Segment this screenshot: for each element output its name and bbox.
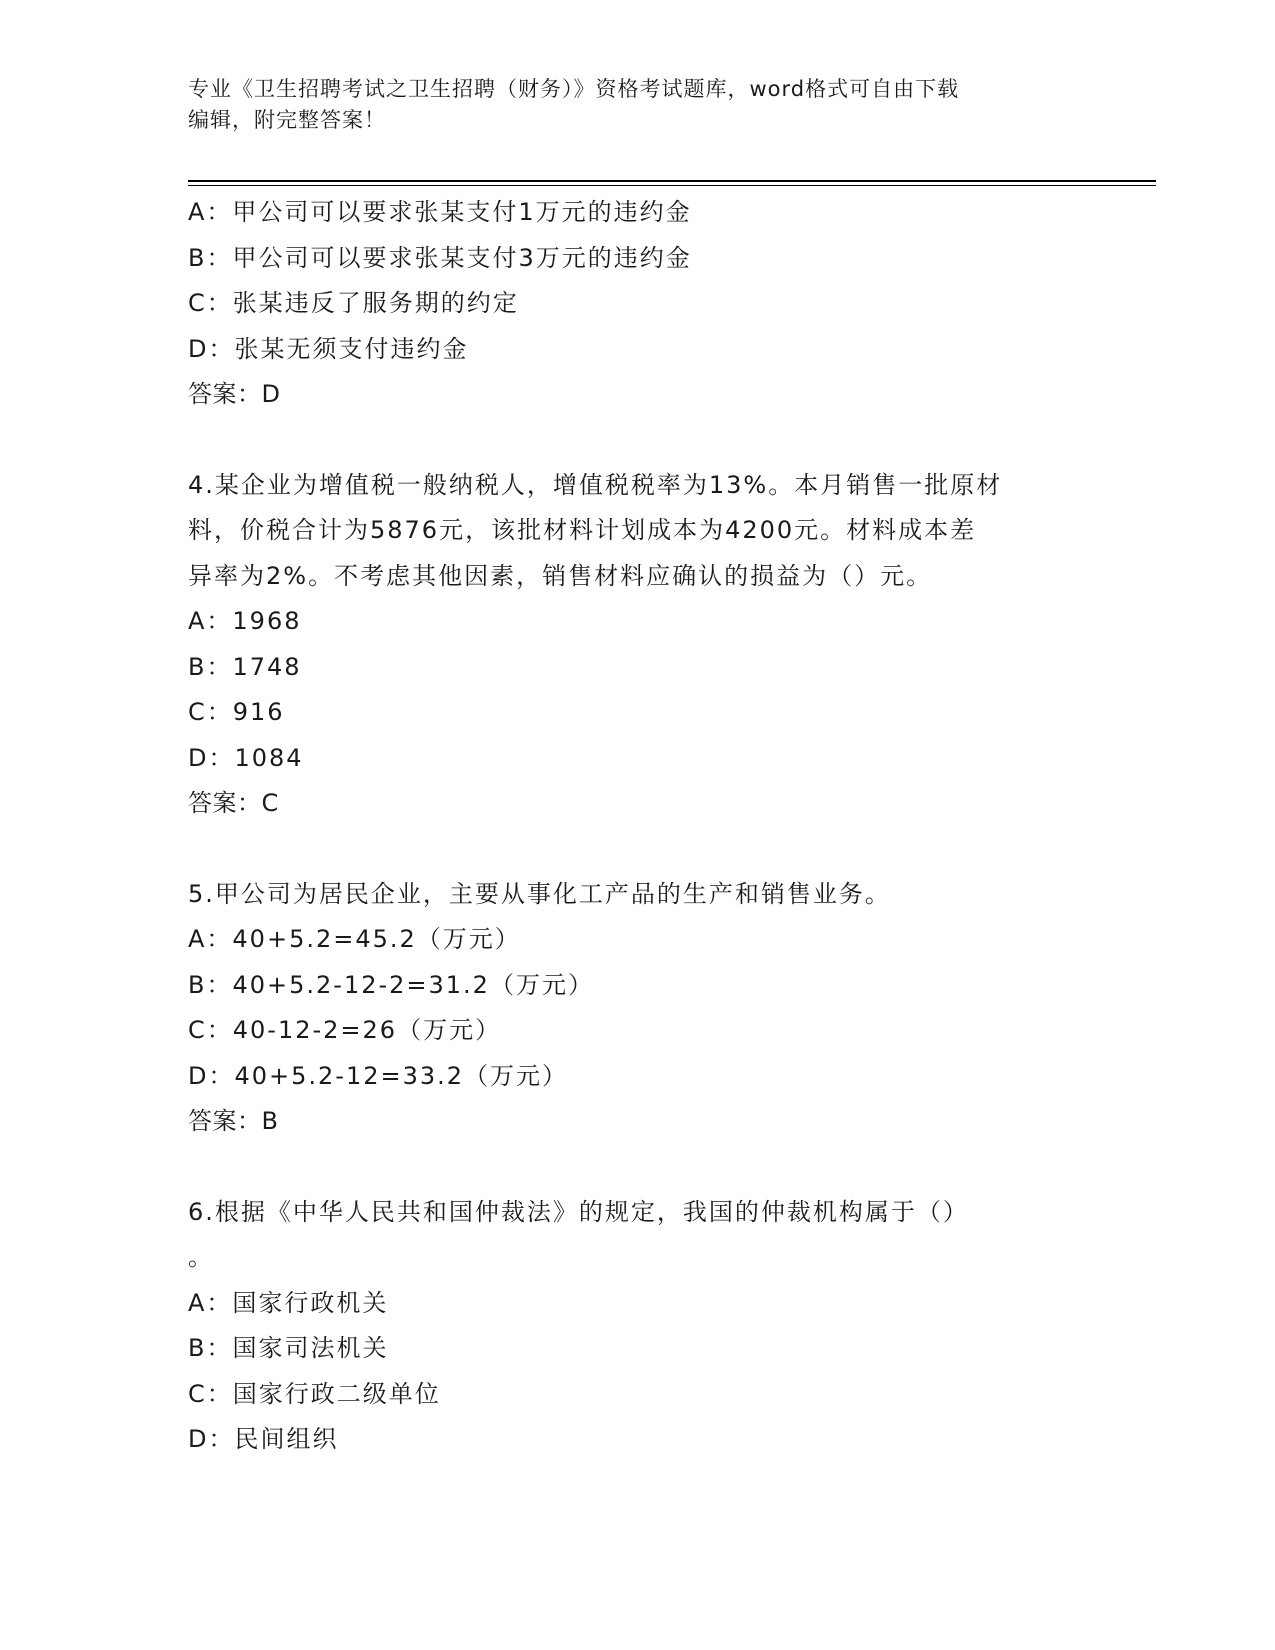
option-b: B：甲公司可以要求张某支付3万元的违约金 [188,243,692,272]
option-d: D：张某无须支付违约金 [188,334,469,363]
option-c: C：国家行政二级单位 [188,1379,441,1408]
option-d: D：1084 [188,743,304,772]
header-divider-thick [188,180,1156,182]
option-b: B：40+5.2-12-2=31.2（万元） [188,970,594,999]
option-d: D：民间组织 [188,1425,339,1453]
question-list [188,190,1148,1463]
header-line-1: 专业《卫生招聘考试之卫生招聘（财务）》资格考试题库，word格式可自由下载 [188,77,960,101]
question-5 [188,872,1148,1145]
question-6 [188,1190,1148,1463]
header-line-2: 编辑，附完整答案！ [188,108,386,132]
question-stem-line: 。 [188,1243,214,1271]
option-a: A：甲公司可以要求张某支付1万元的违约金 [188,198,692,226]
option-c: C：张某违反了服务期的约定 [188,289,519,317]
answer: 答案：C [188,789,279,817]
document-header [188,74,1068,136]
question-3 [188,190,1148,418]
option-c: C：916 [188,698,285,726]
option-a: A：1968 [188,607,302,635]
answer: 答案：D [188,380,281,408]
option-b: B：国家司法机关 [188,1334,389,1362]
question-stem-line: 4.某企业为增值税一般纳税人，增值税税率为13%。本月销售一批原材 [188,470,1003,499]
question-stem-line: 6.根据《中华人民共和国仲裁法》的规定，我国的仲裁机构属于（） [188,1197,969,1226]
question-stem-line: 异率为2%。不考虑其他因素，销售材料应确认的损益为（）元。 [188,561,933,590]
option-d: D：40+5.2-12=33.2（万元） [188,1061,569,1090]
option-c: C：40-12-2=26（万元） [188,1016,502,1044]
question-4 [188,463,1148,827]
question-stem-line: 料，价税合计为5876元，该批材料计划成本为4200元。材料成本差 [188,516,977,544]
option-a: A：40+5.2=45.2（万元） [188,925,521,953]
answer: 答案：B [188,1107,279,1135]
header-divider-thin [188,185,1156,186]
question-stem-line: 5.甲公司为居民企业，主要从事化工产品的生产和销售业务。 [188,879,891,908]
option-a: A：国家行政机关 [188,1288,389,1317]
option-b: B：1748 [188,652,302,681]
